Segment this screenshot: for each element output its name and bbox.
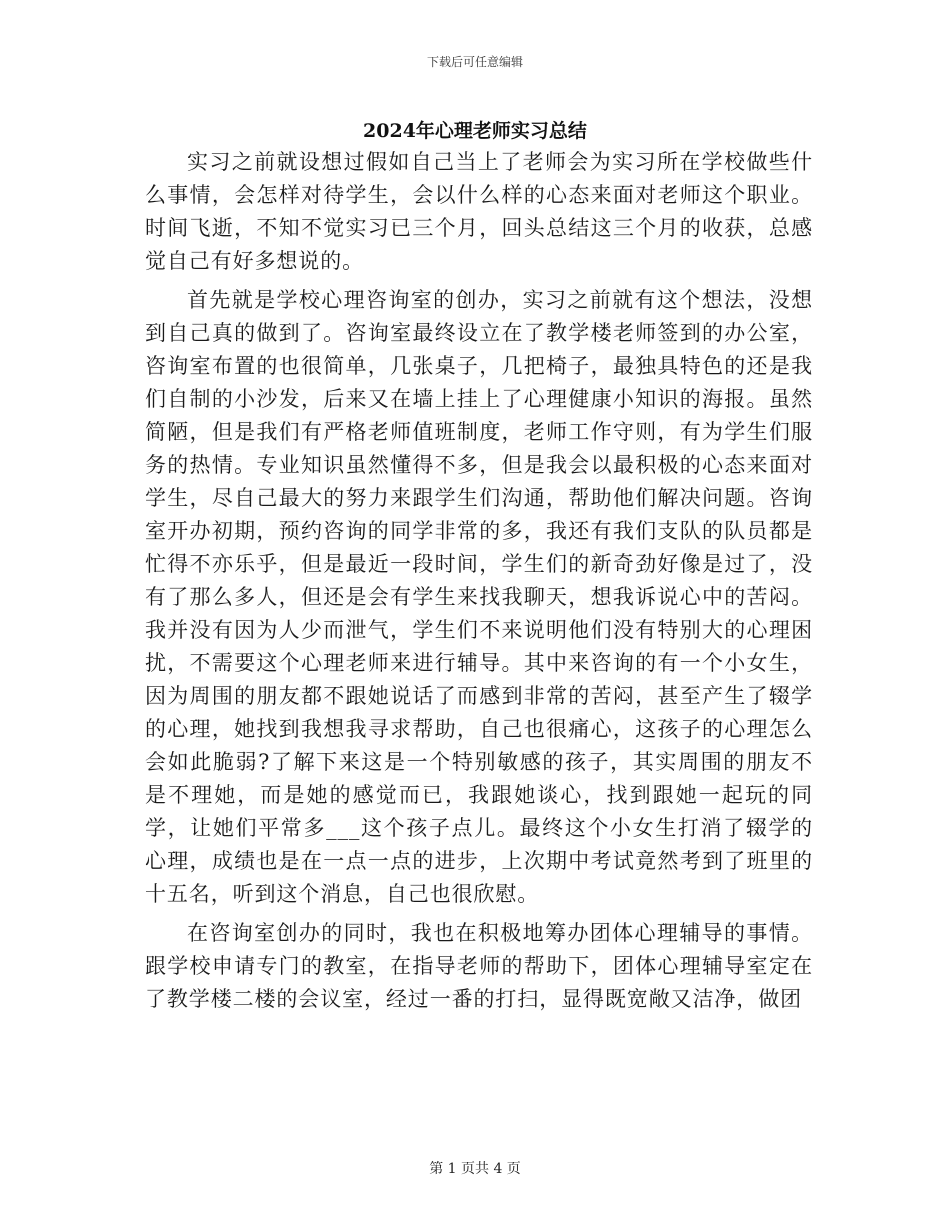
- page-header: 下载后可任意编辑: [426, 55, 523, 69]
- document-title: 2024年心理老师实习总结: [363, 120, 587, 142]
- page-footer: 第 1 页共 4 页: [429, 1161, 521, 1177]
- paragraph-2: 首先就是学校心理咨询室的创办，实习之前就有这个想法，没想到自己真的做到了。咨询室最终设立在了教学楼老师签到的办公室，咨询室布置的也很简单，几张桌子，几把椅子，最独具特色的还是我们自制的小沙发，后来又在墙上挂上了心理健康小知识的海报。虽然简陋，但是我们有严格老师值班制度，老师工作守则，有为学生们服务的热情。专业知识虽然懂得不多，但是我会以最积极的心态来面对学生，尽自己最大的努力来跟学生们沟通，帮助他们解决问题。咨询室开办初期，预约咨询的同学非常的多，我还有我们支队的队员都是忙得不亦乐乎，但是最近一段时间，学生们的新奇劲好像是过了，没有了那么多人，但还是会有学生来找我聊天，想我诉说心中的苦闷。我并没有因为人少而泄气，学生们不来说明他们没有特别大的心理困扰，不需要这个心理老师来进行辅导。其中来咨询的有一个小女生，因为周围的朋友都不跟她说话了而感到非常的苦闷，甚至产生了辍学的心理，她找到我想我寻求帮助，自己也很痛心，这孩子的心理怎么会如此脆弱?了解下来这是一个特别敏感的孩子，其实周围的朋友不是不理她，而是她的感觉而已，我跟她谈心，找到跟她一起玩的同学，让她们平常多___这个孩子点儿。最终这个小女生打消了辍学的心理，成绩也是在一点一点的进步，上次期中考试竟然考到了班里的十五名，听到这个消息，自己也很欣慰。: [145, 288, 813, 906]
- paragraph-1: 实习之前就设想过假如自己当上了老师会为实习所在学校做些什么事情，会怎样对待学生，会以什么样的心态来面对老师这个职业。时间飞逝，不知不觉实习已三个月，回头总结这三个月的收获，总感觉自己有好多想说的。: [145, 150, 813, 273]
- paragraph-3: 在咨询室创办的同时，我也在积极地筹办团体心理辅导的事情。跟学校申请专门的教室，在指导老师的帮助下，团体心理辅导室定在了教学楼二楼的会议室，经过一番的打扫，显得既宽敞又洁净，做团: [145, 921, 813, 1011]
- document-body: [145, 146, 813, 1016]
